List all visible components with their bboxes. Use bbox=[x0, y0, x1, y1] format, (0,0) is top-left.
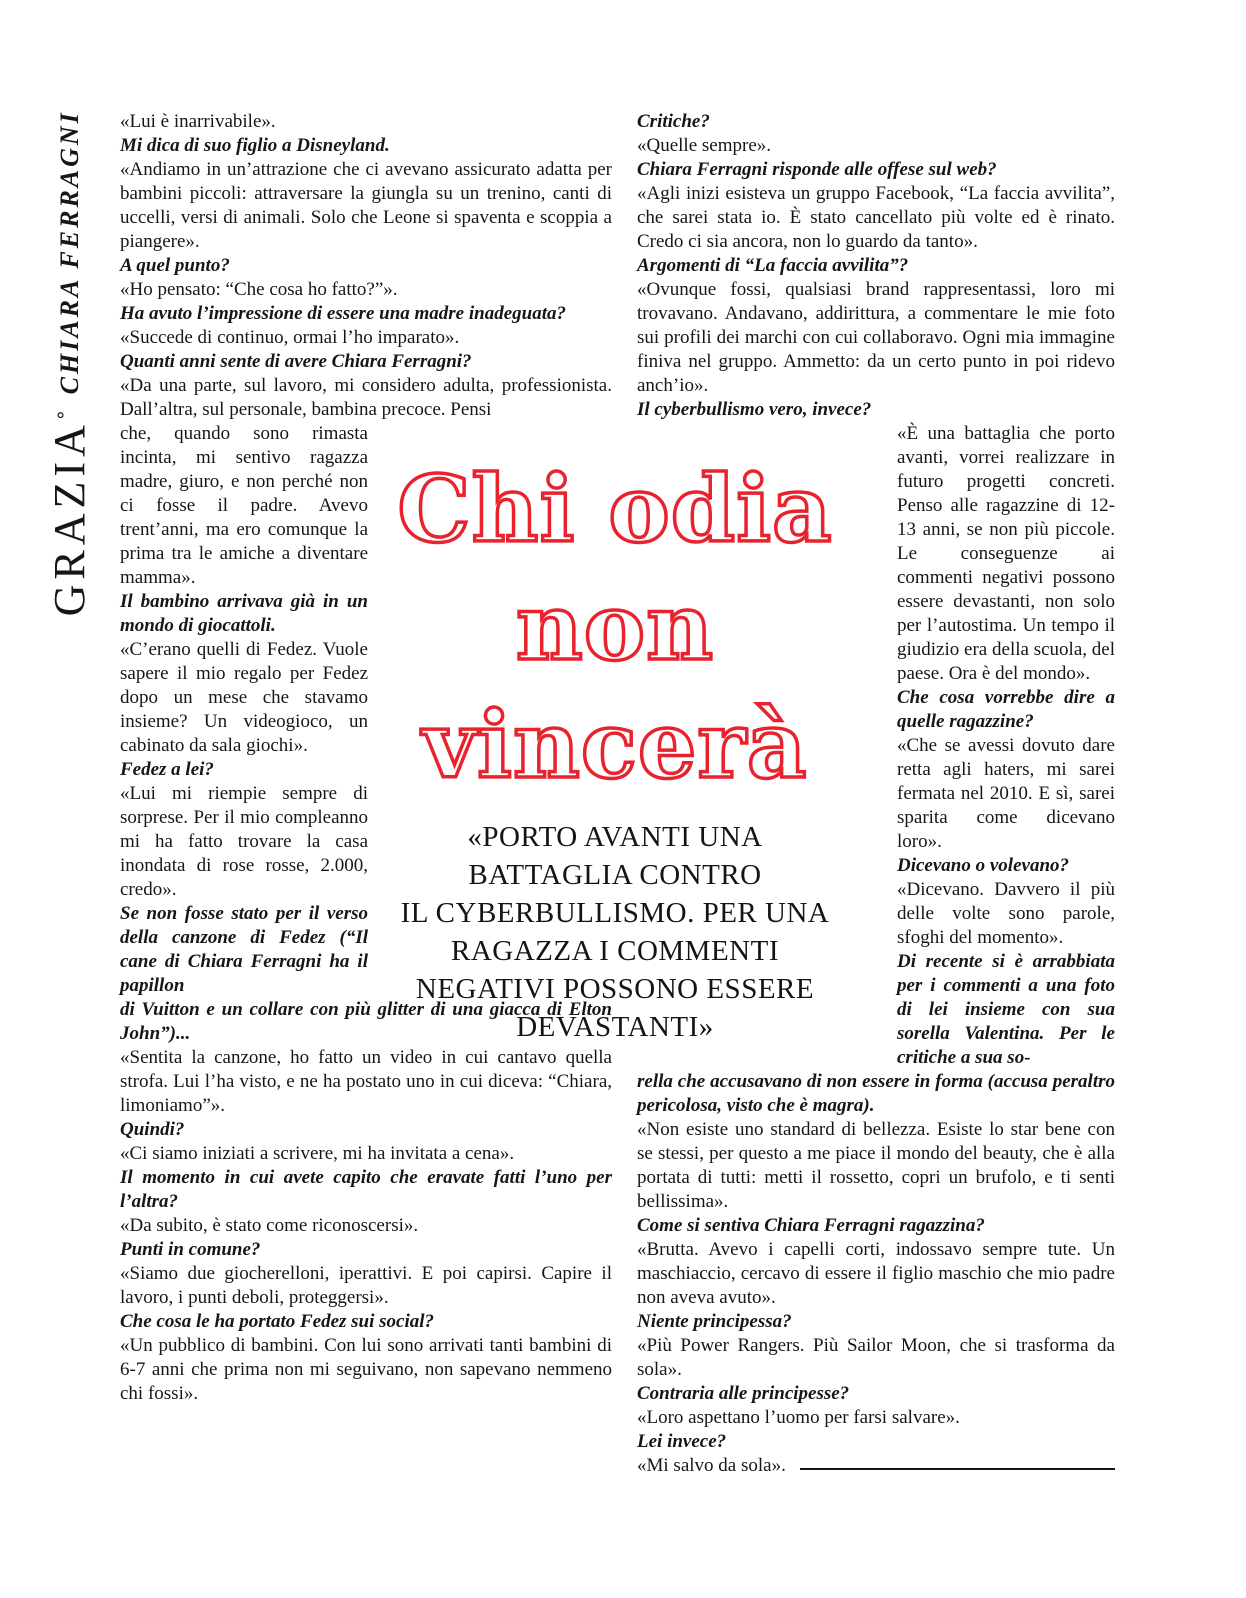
sub-quote-line: RAGAZZA I COMMENTI bbox=[451, 935, 779, 967]
answer-text: «Mi salvo da sola». bbox=[637, 1455, 786, 1476]
pull-quote-line: Chi odia bbox=[397, 455, 833, 563]
question: Niente principessa? bbox=[637, 1311, 792, 1332]
answer: che, quando sono rimasta incinta, mi sentivo ragazza madre, giuro, e non perché non ci fosse il padre. Avevo trent’anni, ma ero comunque la prima tra le amiche a diventare mamma». bbox=[120, 423, 368, 588]
vertical-masthead bbox=[44, 110, 95, 616]
question: Contraria alle principesse? bbox=[637, 1383, 850, 1404]
answer: «Da una parte, sul lavoro, mi considero adulta, professionista. Dall’altra, sul personale, bambina precoce. Pensi bbox=[120, 375, 612, 420]
masthead-ring-icon: ˚ bbox=[53, 410, 86, 421]
answer: «Siamo due giocherelloni, iperattivi. E poi capirsi. Capire il lavoro, i punti deboli, proteggersi». bbox=[120, 1263, 612, 1308]
question: Argomenti di “La faccia avvilita”? bbox=[637, 255, 909, 276]
left-narrow-block bbox=[120, 422, 368, 998]
article-subject: CHIARA FERRAGNI bbox=[55, 110, 84, 395]
answer: «Ho pensato: “Che cosa ho fatto?”». bbox=[120, 279, 398, 300]
answer: «Dicevano. Davvero il più delle volte sono parole, sfoghi del momento». bbox=[897, 879, 1115, 948]
answer: «Loro aspettano l’uomo per farsi salvare». bbox=[637, 1407, 960, 1428]
answer: «C’erano quelli di Fedez. Vuole sapere il mio regalo per Fedez dopo un mese che stavamo insieme? Un videogioco, un cabinato da sala giochi». bbox=[120, 639, 368, 756]
question: A quel punto? bbox=[120, 255, 230, 276]
answer bbox=[637, 1454, 1115, 1478]
left-wide-top-block bbox=[120, 110, 612, 422]
question: Il momento in cui avete capito che eravate fatti l’uno per l’altra? bbox=[120, 1167, 612, 1212]
end-of-article-rule bbox=[800, 1468, 1115, 1470]
question: Come si sentiva Chiara Ferragni ragazzina? bbox=[637, 1215, 985, 1236]
answer: «Lui mi riempie sempre di sorprese. Per il mio compleanno mi ha fatto trovare la casa inondata di rose rosse, 2.000, credo». bbox=[120, 783, 368, 900]
answer: «Succede di continuo, ormai l’ho imparato». bbox=[120, 327, 460, 348]
question: Che cosa vorrebbe dire a quelle ragazzine? bbox=[897, 687, 1115, 732]
answer: «Quelle sempre». bbox=[637, 135, 772, 156]
answer: «È una battaglia che porto avanti, vorrei realizzare in futuro progetti concreti. Penso alle ragazzine di 12-13 anni, se non più piccole. Le conseguenze ai commenti negativi possono essere devastanti, non solo per l’autostima. Un tempo il giudizio era della scuola, del paese. Ora è del mondo». bbox=[897, 423, 1115, 684]
question: Quindi? bbox=[120, 1119, 185, 1140]
question: Il bambino arrivava già in un mondo di giocattoli. bbox=[120, 591, 368, 636]
left-wide-bottom-block bbox=[120, 998, 612, 1406]
sub-quote-line: IL CYBERBULLISMO. PER UNA bbox=[400, 897, 830, 929]
answer: «Lui è inarrivabile». bbox=[120, 111, 276, 132]
question: Fedez a lei? bbox=[120, 759, 214, 780]
question: Se non fosse stato per il verso della canzone di Fedez (“Il cane di Chiara Ferragni ha il papillon bbox=[120, 903, 368, 996]
right-wide-bottom-block bbox=[637, 1070, 1115, 1478]
question: Ha avuto l’impressione di essere una madre inadeguata? bbox=[120, 303, 566, 324]
question: di Vuitton e un collare con più glitter di una giacca di Elton John”)... bbox=[120, 999, 612, 1044]
sub-quote-line: BATTAGLIA CONTRO bbox=[468, 859, 762, 891]
answer: «Non esiste uno standard di bellezza. Esiste lo star bene con se stessi, per questo a me piace il mondo del beauty, che è alla portata di tutti: metti il rossetto, copri un brufolo, e ti senti bellissima». bbox=[637, 1119, 1115, 1212]
question: Il cyberbullismo vero, invece? bbox=[637, 399, 872, 420]
question: Chiara Ferragni risponde alle offese sul web? bbox=[637, 159, 997, 180]
answer: «Sentita la canzone, ho fatto un video in cui cantavo quella strofa. Lui l’ha visto, e ne ha postato uno in cui diceva: “Chiara, limoniamo”». bbox=[120, 1047, 612, 1116]
right-wide-top-block bbox=[637, 110, 1115, 422]
answer: «Ovunque fossi, qualsiasi brand rappresentassi, loro mi trovavano. Andavano, addirittura, a commentare le mie foto sui profili dei marchi con cui collaboravo. Ogni mia immagine finiva nel gruppo. Ammetto: da un certo punto in poi ridevo anch’io». bbox=[637, 279, 1115, 396]
answer: «Da subito, è stato come riconoscersi». bbox=[120, 1215, 419, 1236]
question: Di recente si è arrabbiata per i commenti a una foto di lei insieme con sua sorella Valentina. Per le critiche a sua so- bbox=[897, 951, 1115, 1068]
sub-quote-line: DEVASTANTI» bbox=[516, 1011, 714, 1043]
sub-quote-line: «PORTO AVANTI UNA bbox=[467, 821, 763, 853]
pull-quote-line: non bbox=[515, 573, 715, 681]
question: Quanti anni sente di avere Chiara Ferragni? bbox=[120, 351, 472, 372]
question: Punti in comune? bbox=[120, 1239, 261, 1260]
question: Mi dica di suo figlio a Disneyland. bbox=[120, 135, 390, 156]
question: Dicevano o volevano? bbox=[897, 855, 1070, 876]
question: Che cosa le ha portato Fedez sui social? bbox=[120, 1311, 435, 1332]
answer: «Più Power Rangers. Più Sailor Moon, che si trasforma da sola». bbox=[637, 1335, 1115, 1380]
sub-quote-line: NEGATIVI POSSONO ESSERE bbox=[415, 973, 815, 1005]
magazine-name: GRAZIA bbox=[45, 420, 94, 617]
answer: «Ci siamo iniziati a scrivere, mi ha invitata a cena». bbox=[120, 1143, 515, 1164]
answer: «Un pubblico di bambini. Con lui sono arrivati tanti bambini di 6-7 anni che prima non mi seguivano, non sapevano nemmeno chi fossi». bbox=[120, 1335, 612, 1404]
question: rella che accusavano di non essere in forma (accusa peraltro pericolosa, visto che è magra). bbox=[637, 1071, 1115, 1116]
pull-quote-line: vincerà bbox=[422, 691, 808, 799]
answer: «Brutta. Avevo i capelli corti, indossavo sempre tute. Un maschiaccio, cercavo di essere il figlio maschio che mio padre non aveva avuto». bbox=[637, 1239, 1115, 1308]
article-column-right bbox=[637, 110, 1115, 1478]
answer: «Andiamo in un’attrazione che ci avevano assicurato adatta per bambini piccoli: attraversare la giungla su un trenino, canti di uccelli, versi di animali. Solo che Leone si spaventa e scoppia a piangere». bbox=[120, 159, 612, 252]
question: Lei invece? bbox=[637, 1431, 727, 1452]
answer: «Agli inizi esisteva un gruppo Facebook, “La faccia avvilita”, che sarei stata io. È stato cancellato più volte ed è rinato. Credo ci sia ancora, non lo guardo da tanto». bbox=[637, 183, 1115, 252]
answer: «Che se avessi dovuto dare retta agli haters, mi sarei fermata nel 2010. E sì, sarei sparita come dicevano loro». bbox=[897, 735, 1115, 852]
right-narrow-block bbox=[897, 422, 1115, 1070]
question: Critiche? bbox=[637, 111, 710, 132]
